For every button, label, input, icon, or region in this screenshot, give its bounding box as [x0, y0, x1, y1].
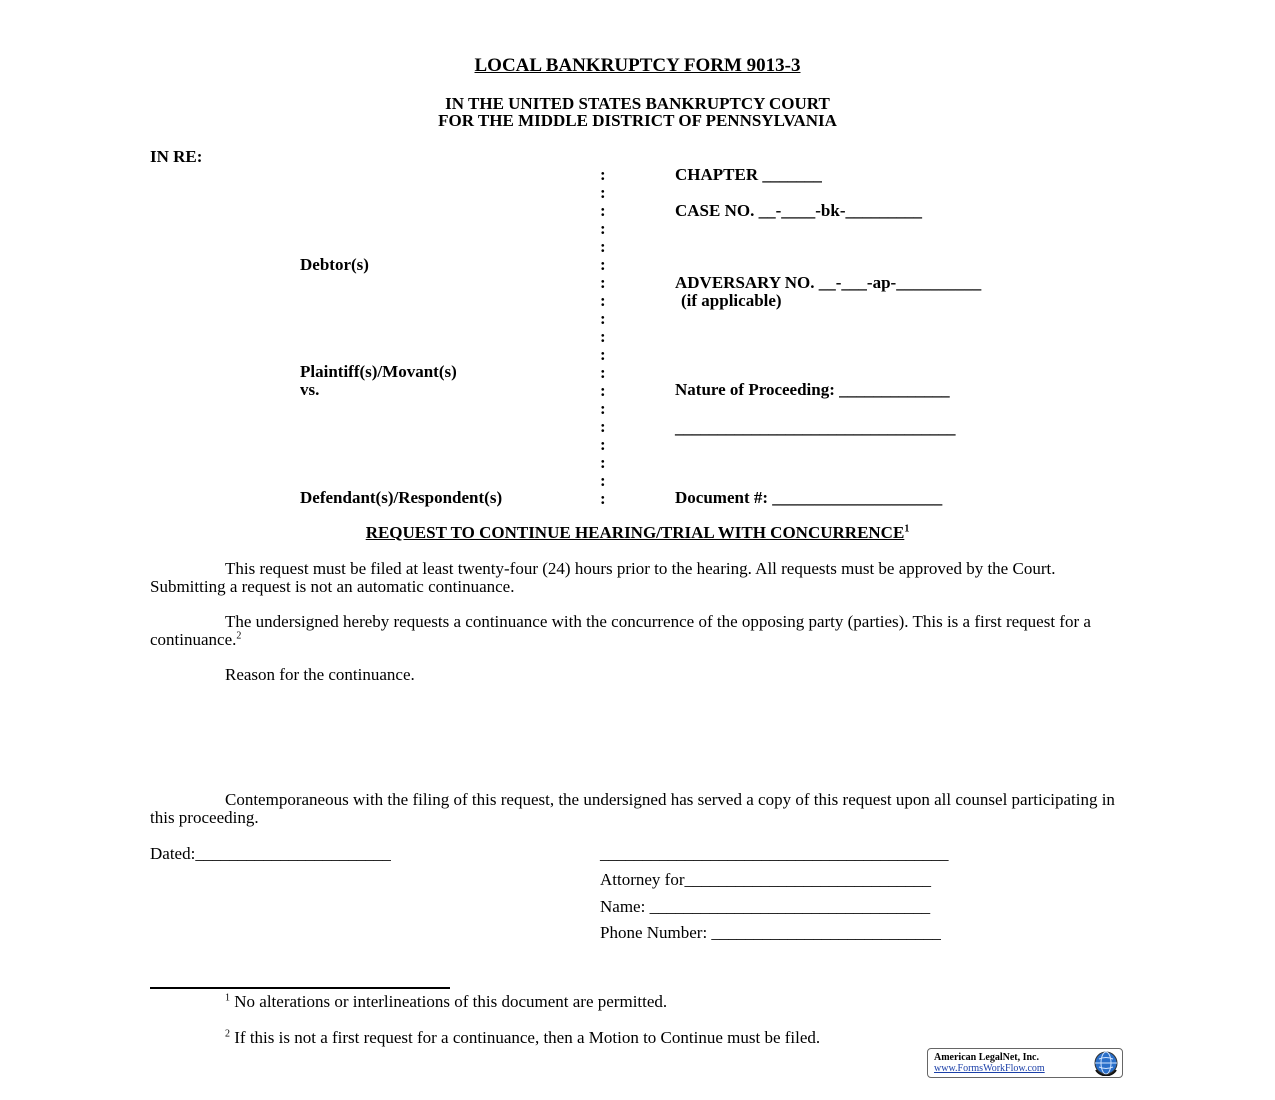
paragraph-service: Contemporaneous with the filing of this request, the undersigned has served a copy of this request upon all counsel participating in this proceeding. [150, 790, 1115, 827]
caption-colon: : [600, 399, 606, 418]
paragraph-concurrence [150, 613, 1130, 649]
debtor-label: Debtor(s) [300, 255, 369, 274]
logo-url-link[interactable]: www.FormsWorkFlow.com [934, 1063, 1045, 1074]
court-name-line2: FOR THE MIDDLE DISTRICT OF PENNSYLVANIA [438, 111, 837, 130]
footnote-ref-1: 1 [904, 523, 910, 535]
caption-colon: : [600, 363, 606, 382]
vs-label: vs. [300, 380, 320, 399]
footnote-number: 2 [225, 1028, 230, 1040]
caption-colon: : [600, 435, 606, 454]
document-number-field[interactable]: Document #: ____________________ [675, 488, 943, 507]
caption-colon: : [600, 309, 606, 328]
nature-of-proceeding-field[interactable]: Nature of Proceeding: _____________ [675, 380, 950, 399]
caption-colon: : [600, 327, 606, 346]
caption-colon: : [600, 219, 606, 238]
request-title [0, 524, 1275, 542]
logo-company-name: American LegalNet, Inc. [934, 1052, 1039, 1063]
footnote-divider [150, 987, 450, 989]
request-title-text: REQUEST TO CONTINUE HEARING/TRIAL WITH CONCURRENCE [365, 523, 905, 542]
name-field[interactable]: Name: _________________________________ [600, 897, 931, 916]
caption-colon: : [600, 255, 606, 274]
footnote-text: No alterations or interlineations of this document are permitted. [234, 992, 668, 1011]
forms-workflow-logo[interactable] [927, 1048, 1123, 1078]
footnote-2 [225, 1029, 820, 1047]
chapter-field[interactable]: CHAPTER _______ [675, 165, 822, 184]
footnote-number: 1 [225, 992, 230, 1004]
case-number-field[interactable]: CASE NO. __-____-bk-_________ [675, 201, 922, 220]
paragraph-concurrence-text: The undersigned hereby requests a continuance with the concurrence of the opposing party (parties). This is a first request for a continuance. [150, 612, 1091, 649]
signature-line[interactable]: _________________________________________ [600, 844, 949, 863]
caption-colon: : [600, 237, 606, 256]
defendant-label: Defendant(s)/Respondent(s) [300, 488, 503, 507]
court-name-line1: IN THE UNITED STATES BANKRUPTCY COURT [445, 94, 830, 113]
dated-field[interactable]: Dated:_______________________ [150, 844, 391, 863]
caption-colon: : [600, 201, 606, 220]
caption-colon: : [600, 165, 606, 184]
plaintiff-label: Plaintiff(s)/Movant(s) [300, 362, 457, 381]
attorney-for-field[interactable]: Attorney for_____________________________ [600, 870, 932, 889]
adversary-number-field[interactable]: ADVERSARY NO. __-___-ap-__________ [675, 273, 982, 292]
caption-colon: : [600, 345, 606, 364]
form-title: LOCAL BANKRUPTCY FORM 9013-3 [474, 55, 801, 76]
paragraph-filing-deadline: This request must be filed at least twenty-four (24) hours prior to the hearing. All requests must be approved by the Court. Submitting a request is not an automatic continuance. [150, 559, 1056, 596]
caption-colon: : [600, 273, 606, 292]
caption-colon: : [600, 471, 606, 490]
if-applicable-note: (if applicable) [681, 291, 782, 310]
caption-colon: : [600, 417, 606, 436]
caption-colon: : [600, 453, 606, 472]
caption-colon: : [600, 183, 606, 202]
caption-colon: : [600, 381, 606, 400]
caption-colon: : [600, 489, 606, 508]
in-re-label: IN RE: [150, 147, 203, 166]
paragraph-reason: Reason for the continuance. [225, 665, 415, 684]
globe-icon [1093, 1050, 1119, 1076]
phone-number-field[interactable]: Phone Number: ___________________________ [600, 923, 941, 942]
footnote-text: If this is not a first request for a continuance, then a Motion to Continue must be filed. [234, 1028, 821, 1047]
footnote-1 [225, 993, 667, 1011]
nature-of-proceeding-line[interactable]: _________________________________ [675, 418, 956, 437]
footnote-ref-2: 2 [236, 630, 242, 642]
caption-colon: : [600, 291, 606, 310]
